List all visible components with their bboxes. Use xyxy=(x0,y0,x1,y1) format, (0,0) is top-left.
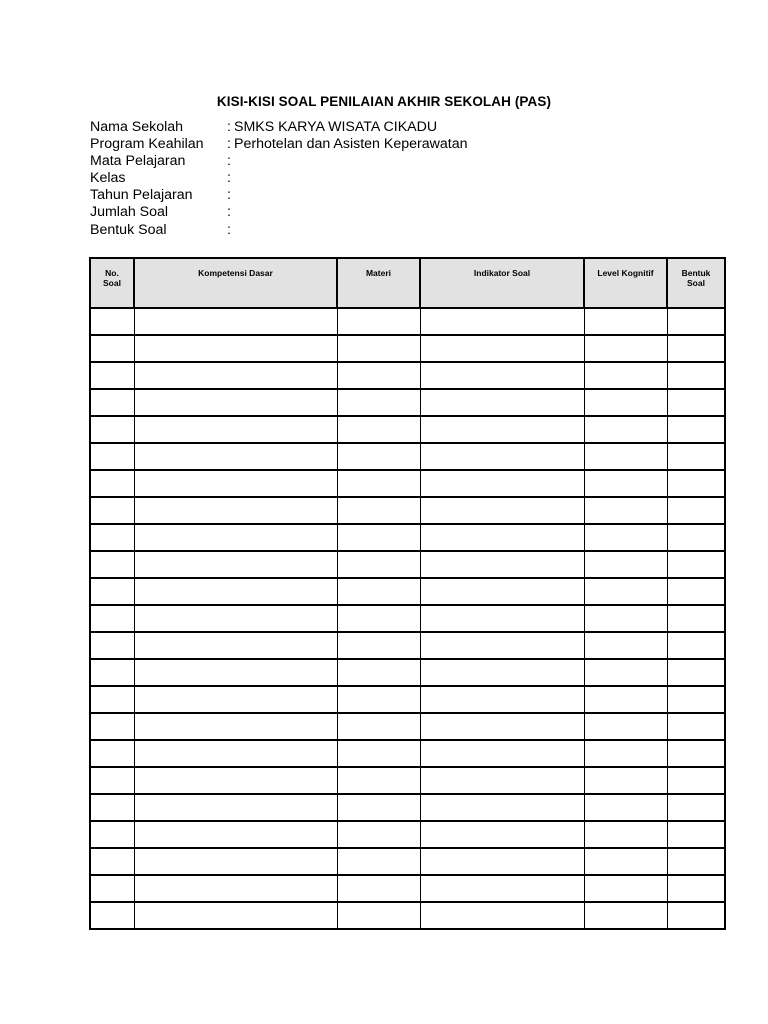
table-cell xyxy=(667,686,725,713)
kisi-kisi-table-wrapper xyxy=(89,257,726,930)
info-label: Nama Sekolah xyxy=(90,119,184,135)
table-cell xyxy=(667,632,725,659)
table-cell xyxy=(90,578,134,605)
table-cell xyxy=(584,713,667,740)
info-label: Mata Pelajaran xyxy=(90,153,186,170)
info-row-bentuk-soal xyxy=(90,222,467,239)
table-cell xyxy=(667,740,725,767)
table-cell xyxy=(134,848,337,875)
table-cell xyxy=(337,524,420,551)
info-colon: : xyxy=(227,221,231,238)
table-cell xyxy=(584,659,667,686)
table-cell xyxy=(420,632,584,659)
table-cell xyxy=(134,578,337,605)
table-cell xyxy=(90,794,134,821)
kisi-kisi-table xyxy=(89,257,726,930)
table-cell xyxy=(90,308,134,335)
table-cell xyxy=(90,740,134,767)
table-row xyxy=(90,389,725,416)
table-cell xyxy=(337,470,420,497)
table-cell xyxy=(420,848,584,875)
info-block xyxy=(90,119,467,239)
header-no-soal xyxy=(90,258,134,308)
table-cell xyxy=(667,524,725,551)
table-cell xyxy=(584,335,667,362)
table-row xyxy=(90,497,725,524)
table-cell xyxy=(90,551,134,578)
table-row xyxy=(90,767,725,794)
table-cell xyxy=(667,902,725,929)
table-cell xyxy=(337,659,420,686)
table-cell xyxy=(134,308,337,335)
table-cell xyxy=(134,875,337,902)
table-body xyxy=(90,308,725,929)
table-cell xyxy=(420,902,584,929)
table-cell xyxy=(667,416,725,443)
table-cell xyxy=(584,362,667,389)
table-cell xyxy=(134,605,337,632)
table-cell xyxy=(134,470,337,497)
table-cell xyxy=(420,362,584,389)
table-row xyxy=(90,875,725,902)
table-cell xyxy=(134,443,337,470)
info-row-program-keahlian xyxy=(90,136,467,153)
table-row xyxy=(90,740,725,767)
table-cell xyxy=(667,443,725,470)
header-line: No. xyxy=(105,268,119,278)
table-cell xyxy=(90,335,134,362)
document-title: KISI-KISI SOAL PENILAIAN AKHIR SEKOLAH (PAS) xyxy=(216,94,552,109)
table-row xyxy=(90,551,725,578)
table-cell xyxy=(420,308,584,335)
table-cell xyxy=(420,524,584,551)
table-cell xyxy=(584,686,667,713)
info-label: Jumlah Soal xyxy=(90,204,169,221)
table-cell xyxy=(90,497,134,524)
table-cell xyxy=(90,389,134,416)
table-cell xyxy=(420,686,584,713)
table-cell xyxy=(134,551,337,578)
table-cell xyxy=(584,632,667,659)
table-cell xyxy=(420,821,584,848)
table-cell xyxy=(134,497,337,524)
table-cell xyxy=(584,578,667,605)
table-cell xyxy=(90,902,134,929)
table-cell xyxy=(667,551,725,578)
table-cell xyxy=(420,335,584,362)
table-cell xyxy=(90,605,134,632)
table-cell xyxy=(584,848,667,875)
info-colon: : xyxy=(227,170,231,187)
table-cell xyxy=(337,335,420,362)
table-cell xyxy=(90,767,134,794)
table-row xyxy=(90,713,725,740)
info-label: Program Keahilan xyxy=(90,136,204,153)
header-materi xyxy=(337,258,420,308)
header-line: Soal xyxy=(687,278,705,288)
table-cell xyxy=(667,497,725,524)
header-level-kognitif xyxy=(584,258,667,308)
table-row xyxy=(90,632,725,659)
table-cell xyxy=(90,443,134,470)
table-cell xyxy=(134,794,337,821)
table-cell xyxy=(134,416,337,443)
info-value: SMKS KARYA WISATA CIKADU xyxy=(234,119,438,135)
table-cell xyxy=(584,740,667,767)
info-row-nama-sekolah xyxy=(90,119,467,136)
table-cell xyxy=(420,875,584,902)
table-cell xyxy=(337,308,420,335)
table-cell xyxy=(337,632,420,659)
table-cell xyxy=(584,821,667,848)
table-cell xyxy=(667,875,725,902)
table-cell xyxy=(667,362,725,389)
table-cell xyxy=(420,470,584,497)
table-cell xyxy=(584,443,667,470)
table-row xyxy=(90,443,725,470)
info-colon: : xyxy=(227,153,231,170)
table-cell xyxy=(584,416,667,443)
table-cell xyxy=(337,605,420,632)
table-cell xyxy=(134,821,337,848)
table-cell xyxy=(584,605,667,632)
table-cell xyxy=(337,794,420,821)
table-cell xyxy=(667,848,725,875)
table-cell xyxy=(134,524,337,551)
table-cell xyxy=(337,821,420,848)
table-cell xyxy=(90,416,134,443)
info-row-mata-pelajaran xyxy=(90,153,467,170)
table-cell xyxy=(134,713,337,740)
table-cell xyxy=(337,686,420,713)
table-row xyxy=(90,470,725,497)
table-cell xyxy=(134,362,337,389)
table-cell xyxy=(420,497,584,524)
table-cell xyxy=(584,524,667,551)
table-cell xyxy=(667,605,725,632)
table-cell xyxy=(134,659,337,686)
info-value: Perhotelan dan Asisten Keperawatan xyxy=(234,136,468,153)
table-cell xyxy=(90,686,134,713)
table-cell xyxy=(584,497,667,524)
table-cell xyxy=(667,713,725,740)
table-cell xyxy=(667,578,725,605)
table-cell xyxy=(90,848,134,875)
info-row-tahun-pelajaran xyxy=(90,187,467,204)
info-label: Kelas xyxy=(90,170,126,187)
table-cell xyxy=(420,443,584,470)
header-line: Soal xyxy=(103,278,121,288)
table-cell xyxy=(90,632,134,659)
table-cell xyxy=(134,335,337,362)
table-row xyxy=(90,524,725,551)
table-row xyxy=(90,308,725,335)
table-cell xyxy=(420,767,584,794)
table-row xyxy=(90,821,725,848)
table-cell xyxy=(584,470,667,497)
table-row xyxy=(90,578,725,605)
table-row xyxy=(90,902,725,929)
table-cell xyxy=(134,632,337,659)
table-cell xyxy=(584,308,667,335)
table-cell xyxy=(90,713,134,740)
table-row xyxy=(90,659,725,686)
table-cell xyxy=(90,659,134,686)
table-cell xyxy=(420,578,584,605)
table-cell xyxy=(90,470,134,497)
table-cell xyxy=(584,767,667,794)
table-cell xyxy=(420,389,584,416)
table-cell xyxy=(337,497,420,524)
info-colon: : xyxy=(227,136,231,153)
table-cell xyxy=(667,767,725,794)
table-row xyxy=(90,848,725,875)
table-cell xyxy=(337,848,420,875)
table-cell xyxy=(134,902,337,929)
table-cell xyxy=(134,740,337,767)
table-cell xyxy=(584,902,667,929)
header-indikator-soal xyxy=(420,258,584,308)
table-cell xyxy=(667,821,725,848)
table-cell xyxy=(667,794,725,821)
table-cell xyxy=(584,551,667,578)
header-line: Level Kognitif xyxy=(597,268,654,278)
info-colon: : xyxy=(227,187,231,204)
table-cell xyxy=(90,524,134,551)
table-cell xyxy=(667,389,725,416)
table-cell xyxy=(584,389,667,416)
table-cell xyxy=(337,767,420,794)
table-cell xyxy=(667,659,725,686)
table-cell xyxy=(90,821,134,848)
header-kompetensi-dasar xyxy=(134,258,337,308)
table-row xyxy=(90,335,725,362)
table-cell xyxy=(420,551,584,578)
table-cell xyxy=(337,875,420,902)
table-cell xyxy=(420,659,584,686)
table-cell xyxy=(337,362,420,389)
table-cell xyxy=(420,713,584,740)
table-cell xyxy=(337,389,420,416)
info-colon: : xyxy=(227,119,231,135)
table-cell xyxy=(584,794,667,821)
table-cell xyxy=(420,794,584,821)
table-cell xyxy=(667,308,725,335)
info-row-kelas xyxy=(90,170,467,187)
header-line: Bentuk xyxy=(681,268,711,278)
table-cell xyxy=(420,605,584,632)
table-row xyxy=(90,794,725,821)
table-header-row xyxy=(90,258,725,308)
table-cell xyxy=(667,470,725,497)
header-bentuk-soal xyxy=(667,258,725,308)
header-line: Kompetensi Dasar xyxy=(198,268,273,278)
table-cell xyxy=(337,578,420,605)
table-cell xyxy=(420,416,584,443)
table-row xyxy=(90,362,725,389)
info-colon: : xyxy=(227,204,231,221)
info-row-jumlah-soal xyxy=(90,204,467,221)
table-cell xyxy=(337,416,420,443)
table-row xyxy=(90,605,725,632)
table-cell xyxy=(90,875,134,902)
table-cell xyxy=(667,335,725,362)
table-cell xyxy=(134,767,337,794)
table-cell xyxy=(337,443,420,470)
table-cell xyxy=(337,713,420,740)
header-line: Indikator Soal xyxy=(473,268,531,278)
table-cell xyxy=(584,875,667,902)
table-row xyxy=(90,686,725,713)
table-cell xyxy=(90,362,134,389)
table-cell xyxy=(134,389,337,416)
table-cell xyxy=(134,686,337,713)
table-cell xyxy=(337,902,420,929)
info-label: Tahun Pelajaran xyxy=(90,187,193,204)
header-line: Materi xyxy=(365,268,392,278)
table-cell xyxy=(420,740,584,767)
table-cell xyxy=(337,740,420,767)
table-row xyxy=(90,416,725,443)
table-cell xyxy=(337,551,420,578)
info-label: Bentuk Soal xyxy=(90,221,167,238)
